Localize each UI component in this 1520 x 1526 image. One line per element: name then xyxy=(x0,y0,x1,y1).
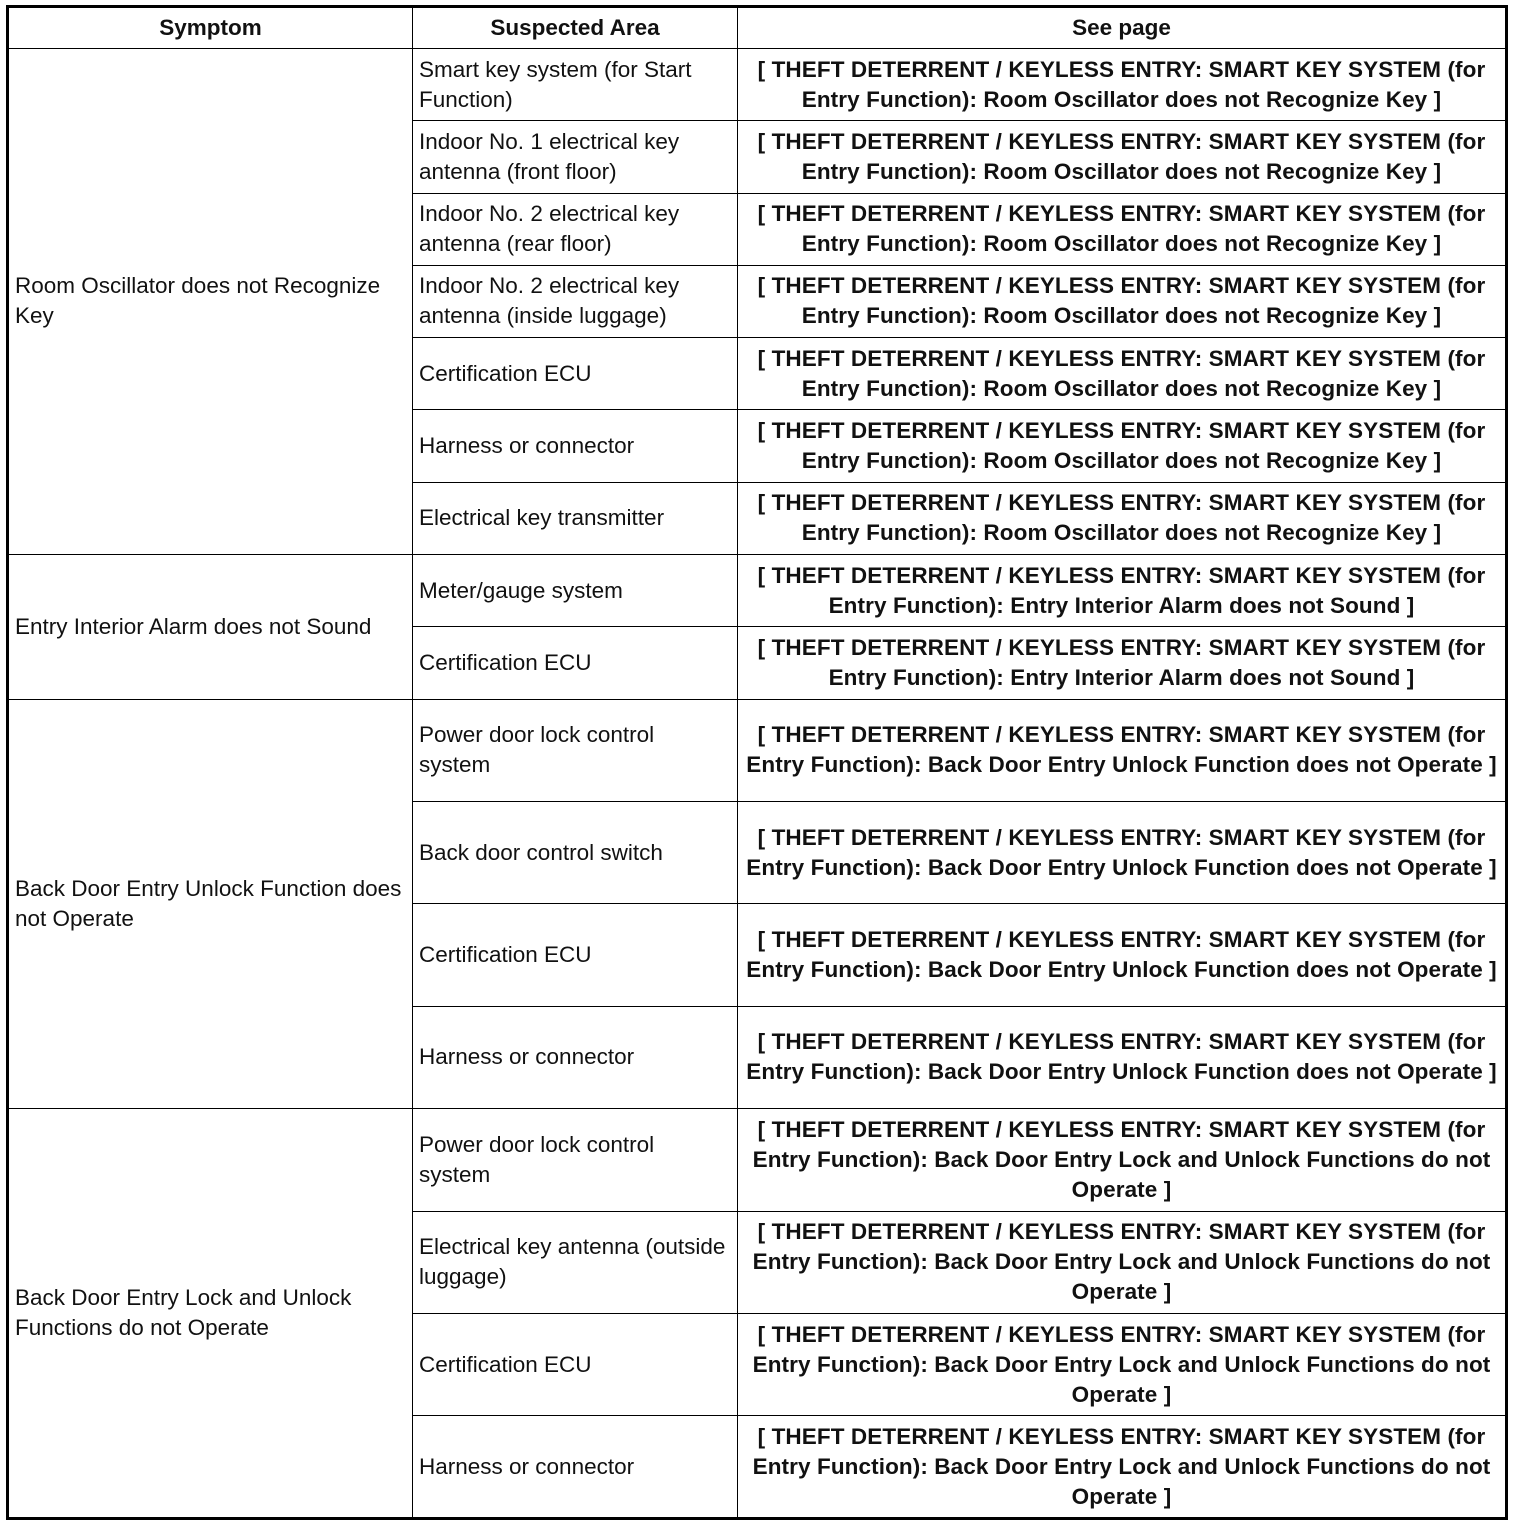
suspected-area-cell: Certification ECU xyxy=(413,1313,738,1415)
see-page-link[interactable]: [ THEFT DETERRENT / KEYLESS ENTRY: SMART KEY SYSTEM (for Entry Function): Back Door Entry Lock and Unlock Functions do not Operate ] xyxy=(738,1211,1507,1313)
symptom-cell: Entry Interior Alarm does not Sound xyxy=(8,554,413,699)
see-page-link[interactable]: [ THEFT DETERRENT / KEYLESS ENTRY: SMART KEY SYSTEM (for Entry Function): Back Door Entry Unlock Function does not Operate ] xyxy=(738,801,1507,903)
suspected-area-cell: Electrical key transmitter xyxy=(413,482,738,554)
table-row xyxy=(8,554,1507,626)
see-page-link[interactable]: [ THEFT DETERRENT / KEYLESS ENTRY: SMART KEY SYSTEM (for Entry Function): Room Oscillator does not Recognize Key ] xyxy=(738,482,1507,554)
suspected-area-cell: Certification ECU xyxy=(413,904,738,1006)
see-page-link[interactable]: [ THEFT DETERRENT / KEYLESS ENTRY: SMART KEY SYSTEM (for Entry Function): Room Oscillator does not Recognize Key ] xyxy=(738,338,1507,410)
suspected-area-cell: Electrical key antenna (outside luggage) xyxy=(413,1211,738,1313)
header-symptom: Symptom xyxy=(8,7,413,49)
suspected-area-cell: Harness or connector xyxy=(413,410,738,482)
suspected-area-cell: Certification ECU xyxy=(413,338,738,410)
suspected-area-cell: Smart key system (for Start Function) xyxy=(413,49,738,121)
see-page-link[interactable]: [ THEFT DETERRENT / KEYLESS ENTRY: SMART KEY SYSTEM (for Entry Function): Entry Interior Alarm does not Sound ] xyxy=(738,627,1507,699)
suspected-area-cell: Power door lock control system xyxy=(413,1109,738,1211)
suspected-area-cell: Back door control switch xyxy=(413,801,738,903)
header-row xyxy=(8,7,1507,49)
see-page-link[interactable]: [ THEFT DETERRENT / KEYLESS ENTRY: SMART KEY SYSTEM (for Entry Function): Room Oscillator does not Recognize Key ] xyxy=(738,410,1507,482)
table-row xyxy=(8,49,1507,121)
suspected-area-cell: Harness or connector xyxy=(413,1006,738,1108)
header-suspected-area: Suspected Area xyxy=(413,7,738,49)
see-page-link[interactable]: [ THEFT DETERRENT / KEYLESS ENTRY: SMART KEY SYSTEM (for Entry Function): Room Oscillator does not Recognize Key ] xyxy=(738,49,1507,121)
table-row xyxy=(8,1109,1507,1211)
see-page-link[interactable]: [ THEFT DETERRENT / KEYLESS ENTRY: SMART KEY SYSTEM (for Entry Function): Entry Interior Alarm does not Sound ] xyxy=(738,554,1507,626)
see-page-link[interactable]: [ THEFT DETERRENT / KEYLESS ENTRY: SMART KEY SYSTEM (for Entry Function): Back Door Entry Lock and Unlock Functions do not Operate ] xyxy=(738,1416,1507,1519)
header-see-page: See page xyxy=(738,7,1507,49)
suspected-area-cell: Harness or connector xyxy=(413,1416,738,1519)
suspected-area-cell: Certification ECU xyxy=(413,627,738,699)
see-page-link[interactable]: [ THEFT DETERRENT / KEYLESS ENTRY: SMART KEY SYSTEM (for Entry Function): Back Door Entry Unlock Function does not Operate ] xyxy=(738,699,1507,801)
see-page-link[interactable]: [ THEFT DETERRENT / KEYLESS ENTRY: SMART KEY SYSTEM (for Entry Function): Back Door Entry Unlock Function does not Operate ] xyxy=(738,1006,1507,1108)
suspected-area-cell: Indoor No. 2 electrical key antenna (rear floor) xyxy=(413,193,738,265)
see-page-link[interactable]: [ THEFT DETERRENT / KEYLESS ENTRY: SMART KEY SYSTEM (for Entry Function): Back Door Entry Lock and Unlock Functions do not Operate ] xyxy=(738,1313,1507,1415)
symptom-cell: Room Oscillator does not Recognize Key xyxy=(8,49,413,555)
table-row xyxy=(8,699,1507,801)
see-page-link[interactable]: [ THEFT DETERRENT / KEYLESS ENTRY: SMART KEY SYSTEM (for Entry Function): Back Door Entry Unlock Function does not Operate ] xyxy=(738,904,1507,1006)
see-page-link[interactable]: [ THEFT DETERRENT / KEYLESS ENTRY: SMART KEY SYSTEM (for Entry Function): Back Door Entry Lock and Unlock Functions do not Operate ] xyxy=(738,1109,1507,1211)
symptom-cell: Back Door Entry Unlock Function does not Operate xyxy=(8,699,413,1109)
suspected-area-cell: Indoor No. 1 electrical key antenna (front floor) xyxy=(413,121,738,193)
suspected-area-cell: Power door lock control system xyxy=(413,699,738,801)
symptom-table xyxy=(6,5,1508,1520)
see-page-link[interactable]: [ THEFT DETERRENT / KEYLESS ENTRY: SMART KEY SYSTEM (for Entry Function): Room Oscillator does not Recognize Key ] xyxy=(738,193,1507,265)
suspected-area-cell: Meter/gauge system xyxy=(413,554,738,626)
see-page-link[interactable]: [ THEFT DETERRENT / KEYLESS ENTRY: SMART KEY SYSTEM (for Entry Function): Room Oscillator does not Recognize Key ] xyxy=(738,265,1507,337)
suspected-area-cell: Indoor No. 2 electrical key antenna (inside luggage) xyxy=(413,265,738,337)
symptom-cell: Back Door Entry Lock and Unlock Functions do not Operate xyxy=(8,1109,413,1519)
see-page-link[interactable]: [ THEFT DETERRENT / KEYLESS ENTRY: SMART KEY SYSTEM (for Entry Function): Room Oscillator does not Recognize Key ] xyxy=(738,121,1507,193)
